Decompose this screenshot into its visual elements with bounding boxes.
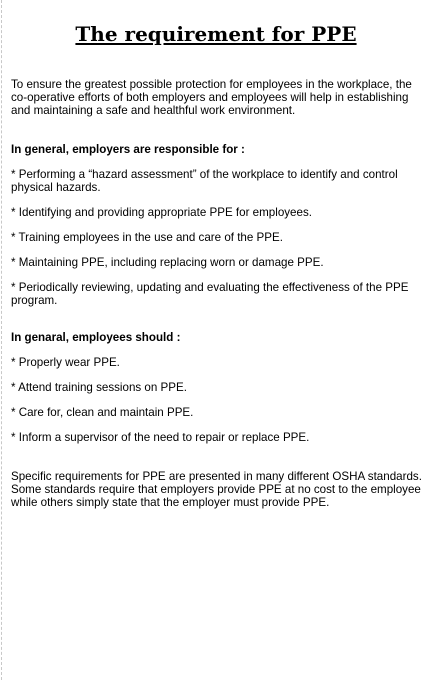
list-item: * Identifying and providing appropriate PPE for employees. [11,206,312,219]
list-item: * Care for, clean and maintain PPE. [11,406,194,419]
list-item: * Properly wear PPE. [11,356,120,369]
employers-responsibility-list [11,168,429,307]
employees-heading: In genaral, employees should : [11,331,181,344]
list-item: * Performing a “hazard assessment” of the workplace to identify and control physical hazards. [11,168,398,194]
page-title [3,20,429,48]
list-item: * Periodically reviewing, updating and evaluating the effectiveness of the PPE program. [11,281,409,307]
employees-duty-list [11,356,429,444]
document-page [11,20,429,509]
employers-heading: In general, employers are responsible for : [11,143,245,156]
list-item: * Inform a supervisor of the need to repair or replace PPE. [11,431,310,444]
page-title-text: The requirement for PPE [75,22,357,46]
list-item: * Training employees in the use and care of the PPE. [11,231,283,244]
list-item: * Maintaining PPE, including replacing worn or damage PPE. [11,256,324,269]
page-edge-dashed-line [1,0,2,680]
list-item: * Attend training sessions on PPE. [11,381,187,394]
closing-paragraph: Specific requirements for PPE are presented in many different OSHA standards. Some standards require that employers provide PPE at no cost to the employee while others simply state that the employer must provide PPE. [11,470,422,509]
intro-paragraph: To ensure the greatest possible protection for employees in the workplace, the co-operative efforts of both employers and employees will help in establishing and maintaining a safe and healthful work environment. [11,78,412,117]
